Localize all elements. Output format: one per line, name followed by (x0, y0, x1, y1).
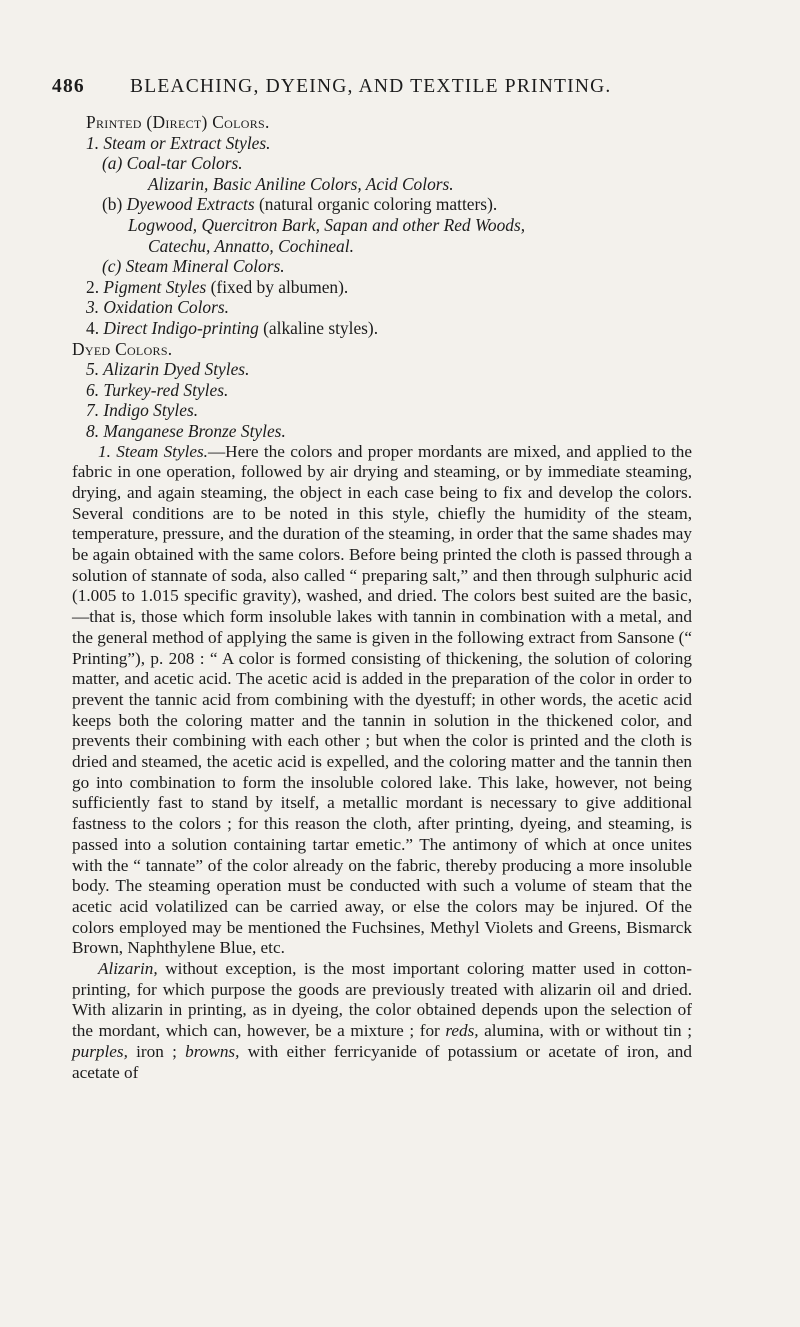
outline-item-1 (72, 133, 692, 154)
steam-styles-text: —Here the colors and proper mordants are mixed, and applied to the fabric in one operation, followed by air drying and steaming, or by immediate steaming, drying, and again steaming, the object in each case being to fix and develop the colors. Several conditions are to be noted in this style, chiefly the humidity of the steam, temperature, pressure, and the duration of the steaming, in order that the same shades may be again obtained with the same colors. Before being printed the cloth is passed through a solution of stannate of soda, also called “ preparing salt,” and then through sulphuric acid (1.005 to 1.015 specific gravity), washed, and dried. The colors best suited are the basic,—that is, those which form insoluble lakes with tannin in combination with a metal, and the general method of applying the same is given in the following extract from Sansone (“ Printing”), p. 208 : “ A color is formed consisting of thickening, the solution of coloring matter, and acetic acid. The acetic acid is added in the preparation of the color in order to prevent the tannic acid from combining with the dyestuff; in other words, the acetic acid keeps both the coloring matter and the tannin in solution in the thickened color, and prevents their combining with each other ; but when the color is printed and the cloth is dried and steamed, the acetic acid is expelled, and the coloring matter and the tannin then go into combination to form the insoluble colored lake. This lake, however, not being sufficiently fast to stand by itself, a metallic mordant is necessary to give additional fastness to the colors ; for this reason the cloth, after printing, dyeing, and steaming, is passed into a solution containing tartar emetic.” The antimony of which at once unites with the “ tannate” of the color already on the fabric, thereby producing a more insoluble body. The steaming operation must be conducted with such a volume of steam that the acetic acid volatilized can be carried away, or else the colors may be injured. Of the colors employed may be mentioned the Fuchsines, Methyl Violets and Greens, Bismarck Brown, Naphthylene Blue, etc. (72, 441, 693, 958)
page-header (52, 76, 692, 98)
outline-item-7-text: 7. Indigo Styles. (86, 400, 199, 421)
outline-item-8-text: 8. Manganese Bronze Styles. (86, 420, 286, 441)
outline-item-1b-sub1-text: Logwood, Quercitron Bark, Sapan and other Red Woods, (128, 214, 526, 235)
outline-item-1b-sub2 (72, 236, 692, 257)
alizarin-text-c: iron ; (127, 1041, 186, 1061)
outline-item-3-text: 3. Oxidation Colors. (86, 297, 229, 318)
outline-item-4-rest: (alkaline styles). (263, 317, 379, 338)
outline-item-2-italic: Pigment Styles (103, 276, 207, 297)
outline-item-1b-rest: (natural organic coloring matters). (258, 194, 498, 215)
outline-item-4 (72, 318, 692, 339)
outline-item-1b-prefix: (b) (102, 194, 123, 215)
page-number: 486 (52, 76, 85, 97)
steam-styles-lead: 1. Steam Styles. (98, 441, 208, 461)
outline-item-2 (72, 277, 692, 298)
outline-item-1b-sub1 (72, 215, 692, 236)
outline-item-1b (72, 194, 692, 215)
outline-item-4-num: 4. (86, 317, 100, 338)
outline-item-5-text: 5. Alizarin Dyed Styles. (86, 359, 250, 380)
outline-item-2-rest: (fixed by albumen). (210, 276, 349, 297)
outline-item-3 (72, 297, 692, 318)
outline-item-2-num: 2. (86, 276, 100, 297)
outline-item-1-text: 1. Steam or Extract Styles. (86, 132, 271, 153)
dyed-colors-heading: Dyed Colors. (72, 338, 173, 359)
outline-item-1a-text: (a) Coal-tar Colors. (102, 153, 243, 174)
alizarin-text-b: alumina, with or without tin ; (478, 1021, 692, 1041)
outline-item-8 (72, 421, 692, 442)
alizarin-text-d: with either ferricyanide of potassium or acetate of iron, and acetate of (72, 1041, 692, 1082)
alizarin-lead: Alizarin, (98, 959, 158, 979)
steam-styles-paragraph (72, 442, 692, 960)
outline-item-1a-sub-text: Alizarin, Basic Aniline Colors, Acid Colors. (148, 173, 454, 194)
outline-item-1c-text: (c) Steam Mineral Colors. (102, 256, 285, 277)
alizarin-text-a: without exception, is the most important coloring matter used in cotton-printing, for which purpose the goods are previously treated with alizarin oil and dried. With alizarin in printing, as in dyeing, the color obtained depends upon the selection of the mordant, which can, however, be a mixture ; for (72, 959, 692, 1041)
outline-item-1c (72, 256, 692, 277)
purples-term: purples, (72, 1041, 128, 1061)
outline-item-6-text: 6. Turkey-red Styles. (86, 379, 229, 400)
page-content (72, 112, 692, 1083)
outline-item-1a-sub (72, 174, 692, 195)
outline-item-4-italic: Direct Indigo-printing (103, 317, 259, 338)
running-title: BLEACHING, DYEING, AND TEXTILE PRINTING. (130, 76, 612, 97)
alizarin-paragraph (72, 959, 692, 1083)
reds-term: reds, (445, 1021, 479, 1041)
printed-colors-heading: Printed (Direct) Colors. (86, 112, 270, 132)
outline-item-1a (72, 153, 692, 174)
outline-item-1b-italic: Dyewood Extracts (126, 194, 255, 215)
outline-item-7 (72, 400, 692, 421)
outline-item-1b-sub2-text: Catechu, Annatto, Cochineal. (148, 235, 354, 256)
browns-term: browns, (185, 1041, 240, 1061)
outline-item-6 (72, 380, 692, 401)
outline-item-5 (72, 359, 692, 380)
